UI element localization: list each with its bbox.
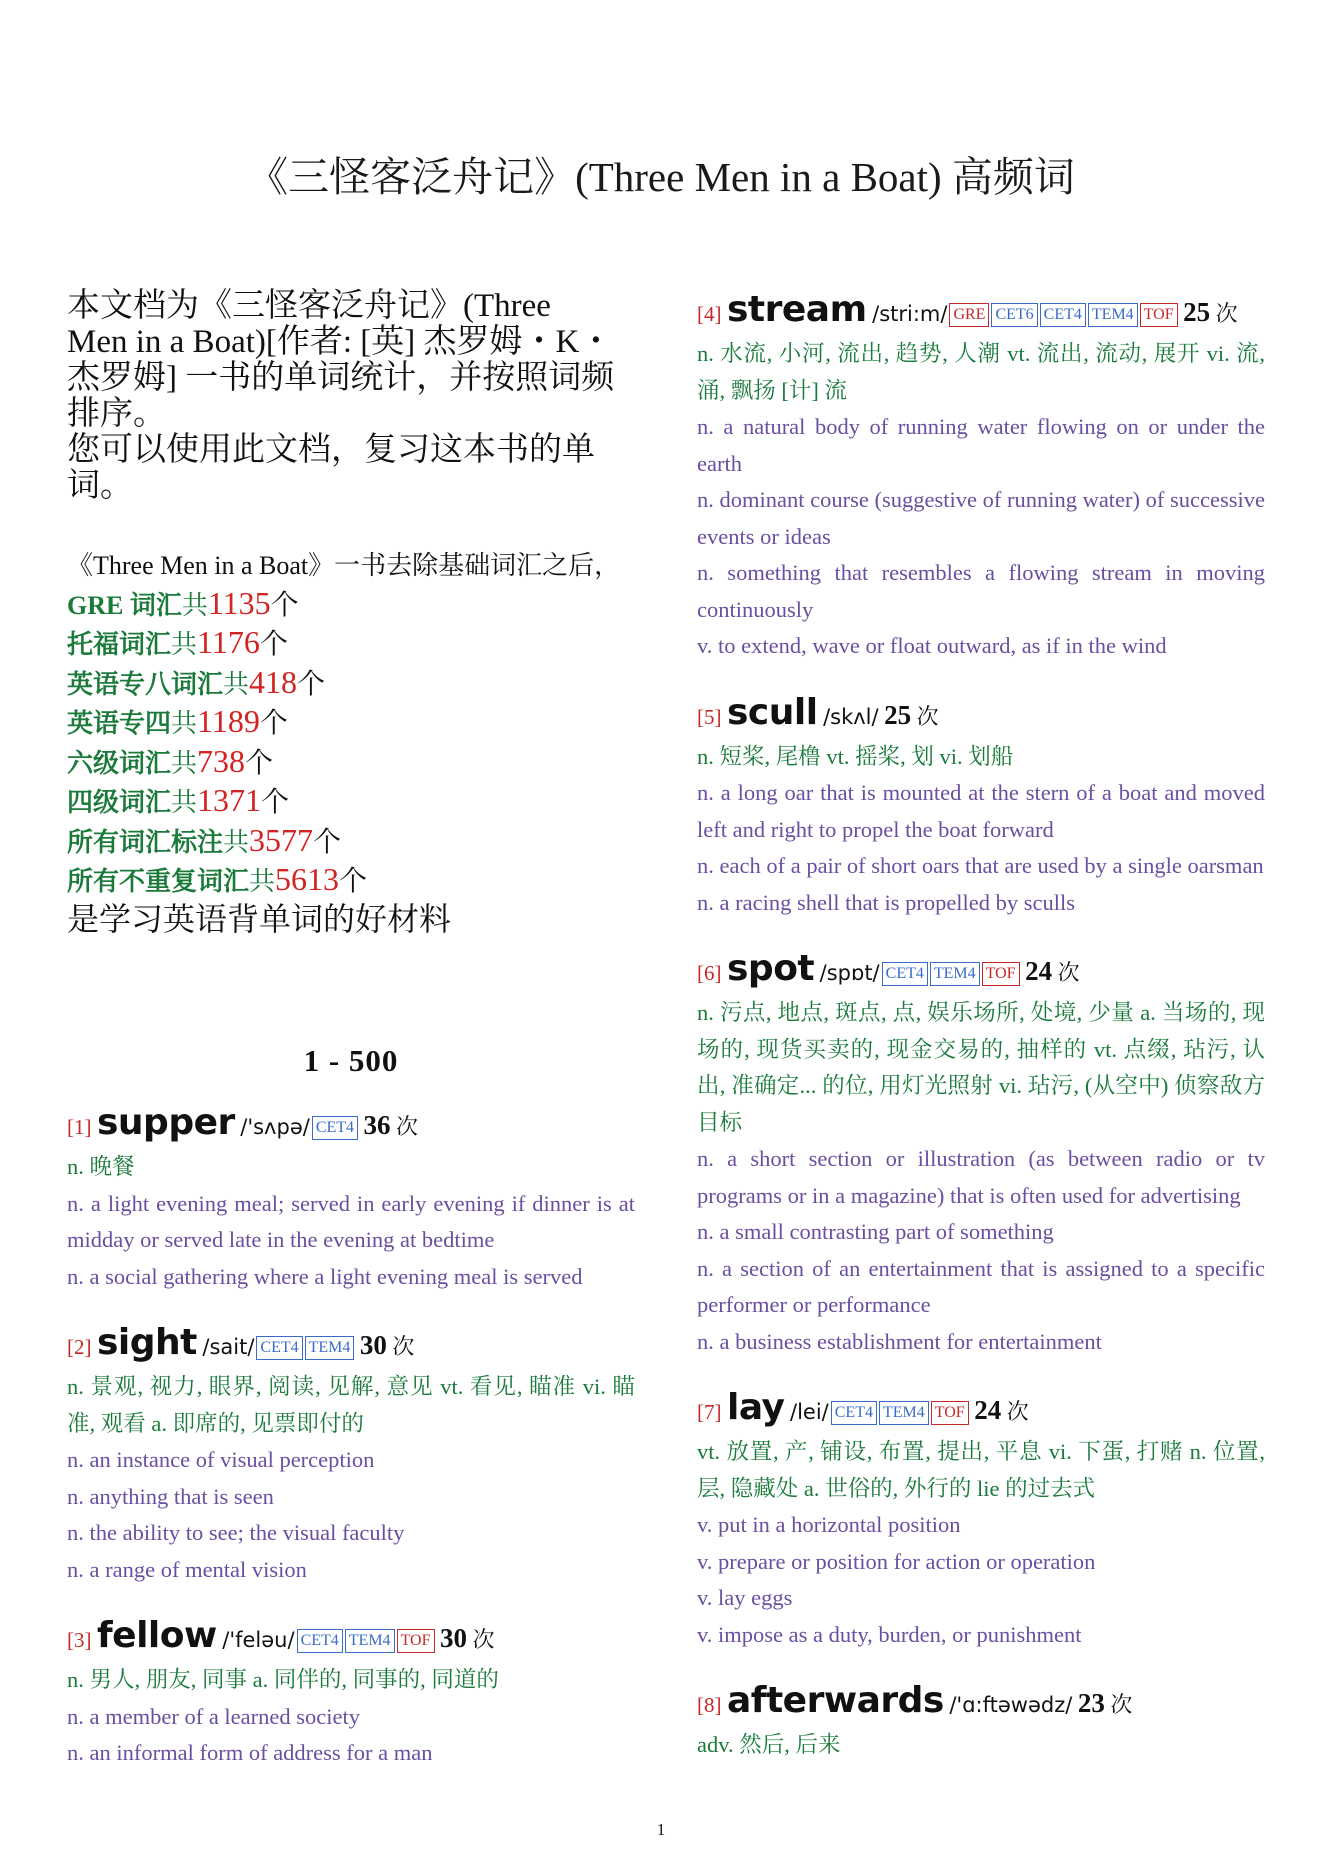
stats-label: 所有不重复词汇 bbox=[67, 867, 250, 896]
stats-number: 418 bbox=[249, 663, 298, 700]
stats-row bbox=[67, 664, 635, 704]
entry-index: [1] bbox=[67, 1115, 92, 1139]
stats-gong: 共 bbox=[249, 867, 276, 896]
entry-times-label: 次 bbox=[396, 1114, 419, 1139]
stats-number: 5613 bbox=[275, 861, 340, 897]
stats-tail: 是学习英语背单词的好材料 bbox=[67, 900, 452, 937]
exam-tag: TOF bbox=[397, 1629, 435, 1653]
entry-times-label: 次 bbox=[1110, 1692, 1133, 1717]
stats-row bbox=[67, 861, 635, 901]
chinese-definition: n. 晚餐 bbox=[67, 1154, 135, 1179]
entry-times-label: 次 bbox=[1006, 1399, 1029, 1424]
stats-number: 3577 bbox=[249, 821, 314, 858]
entry-word: stream bbox=[727, 289, 867, 330]
intro-line: 您可以使用此文档，复习这本书的单 bbox=[67, 432, 595, 468]
entries-left bbox=[67, 1101, 635, 1772]
word-entry bbox=[67, 1101, 635, 1295]
entry-pronunciation: /lei/ bbox=[790, 1400, 829, 1424]
entry-pronunciation: /'feləu/ bbox=[222, 1628, 295, 1652]
page-number: 1 bbox=[656, 1820, 666, 1839]
english-definition: n. the ability to see; the visual faculty bbox=[67, 1520, 405, 1545]
stats-gong: 共 bbox=[171, 788, 198, 817]
chinese-definition: adv. 然后, 后来 bbox=[697, 1732, 841, 1757]
stats-ge: 个 bbox=[259, 629, 288, 660]
entry-times-label: 次 bbox=[1215, 301, 1238, 326]
entry-index: [2] bbox=[67, 1335, 92, 1359]
entry-head bbox=[697, 1386, 1265, 1434]
intro-line: Men in a Boat)[作者: [英] 杰罗姆・K・ bbox=[67, 324, 613, 360]
stats-row bbox=[67, 624, 635, 664]
exam-tag: CET4 bbox=[297, 1629, 343, 1653]
english-definition: n. a small contrasting part of something bbox=[697, 1219, 1054, 1244]
intro-line: 杰罗姆] 一书的单词统计，并按照词频 bbox=[67, 360, 615, 396]
stats-ge: 个 bbox=[313, 826, 342, 858]
stats-label: 六级词汇 bbox=[67, 748, 172, 778]
entry-word: afterwards bbox=[727, 1680, 944, 1721]
entry-times-label: 次 bbox=[472, 1627, 495, 1652]
english-definition: n. a member of a learned society bbox=[67, 1703, 360, 1729]
stats-ge: 个 bbox=[259, 708, 288, 739]
word-entry bbox=[697, 1386, 1265, 1653]
english-definition: v. put in a horizontal position bbox=[697, 1512, 961, 1537]
stats-ge: 个 bbox=[245, 747, 274, 779]
exam-tag: TOF bbox=[982, 962, 1020, 986]
entry-pronunciation: /skʌl/ bbox=[823, 704, 879, 729]
entry-word: sight bbox=[97, 1322, 197, 1363]
exam-tag: GRE bbox=[949, 303, 989, 327]
stats-ge: 个 bbox=[339, 866, 368, 897]
entry-times-label: 次 bbox=[916, 703, 939, 729]
word-entry bbox=[697, 947, 1265, 1360]
word-entry bbox=[697, 1679, 1265, 1764]
exam-tag: CET4 bbox=[882, 962, 928, 986]
entry-count: 24 bbox=[974, 1395, 1002, 1425]
entry-count: 24 bbox=[1025, 956, 1053, 986]
english-definition: n. a section of an entertainment that is assigned to a specific performer or performance bbox=[697, 1255, 1265, 1317]
stats-number: 738 bbox=[197, 742, 246, 779]
english-definition: n. an informal form of address for a man bbox=[67, 1740, 433, 1765]
english-definition: n. a social gathering where a light evening meal is served bbox=[67, 1263, 583, 1289]
chinese-definition: n. 男人, 朋友, 同事 a. 同伴的, 同事的, 同道的 bbox=[67, 1667, 499, 1692]
stats-row bbox=[67, 703, 635, 743]
stats-label: 英语专四 bbox=[67, 709, 172, 738]
stats-number: 1135 bbox=[207, 584, 271, 621]
entry-head bbox=[697, 1679, 1265, 1727]
left-column bbox=[67, 288, 635, 1798]
word-entry bbox=[697, 288, 1265, 665]
stats-label: GRE 词汇 bbox=[67, 590, 182, 620]
english-definition: n. a range of mental vision bbox=[67, 1556, 307, 1582]
entry-head bbox=[697, 288, 1265, 336]
entry-head bbox=[67, 1614, 635, 1662]
exam-tag: CET4 bbox=[256, 1336, 302, 1360]
stats-label: 英语专八词汇 bbox=[67, 669, 224, 699]
entry-index: [3] bbox=[67, 1628, 92, 1652]
stats-rows bbox=[67, 585, 635, 901]
chinese-definition: n. 景观, 视力, 眼界, 阅读, 见解, 意见 vt. 看见, 瞄准 vi. 瞄准, 观看 a. 即席的, 见票即付的 bbox=[67, 1374, 635, 1436]
entry-count: 23 bbox=[1077, 1688, 1105, 1718]
page-title: 《三怪客泛舟记》(Three Men in a Boat) 高频词 bbox=[247, 154, 1075, 200]
exam-tag: TOF bbox=[1140, 303, 1178, 327]
english-definition: n. something that resembles a flowing stream in moving continuously bbox=[697, 560, 1265, 622]
exam-tag: CET4 bbox=[831, 1401, 877, 1425]
word-entry bbox=[697, 691, 1265, 922]
entry-times-label: 次 bbox=[392, 1334, 415, 1359]
entry-count: 36 bbox=[363, 1110, 391, 1140]
english-definition: v. lay eggs bbox=[697, 1585, 793, 1610]
entry-pronunciation: /'sʌpə/ bbox=[240, 1115, 310, 1139]
chinese-definition: vt. 放置, 产, 铺设, 布置, 提出, 平息 vi. 下蛋, 打赌 n. 位置, 层, 隐藏处 a. 世俗的, 外行的 lie 的过去式 bbox=[697, 1439, 1265, 1501]
exam-tag: CET4 bbox=[1040, 303, 1086, 327]
intro-line: 排序。 bbox=[67, 396, 166, 432]
stats-lead: 《Three Men in a Boat》一书去除基础词汇之后， bbox=[67, 551, 621, 580]
stats-gong: 共 bbox=[181, 590, 208, 620]
entry-index: [4] bbox=[697, 302, 722, 326]
entry-index: [7] bbox=[697, 1400, 722, 1424]
english-definition: n. a light evening meal; served in early evening if dinner is at midday or served late in the evening at bedtime bbox=[67, 1190, 635, 1252]
entry-word: scull bbox=[727, 691, 818, 733]
intro-line: 本文档为《三怪客泛舟记》(Three bbox=[67, 288, 551, 324]
exam-tag: TEM4 bbox=[879, 1401, 929, 1425]
entry-word: supper bbox=[97, 1102, 235, 1143]
entry-head bbox=[697, 691, 1265, 739]
stats-row bbox=[67, 585, 635, 625]
english-definition: n. each of a pair of short oars that are used by a single oarsman bbox=[697, 853, 1264, 878]
english-definition: n. a short section or illustration (as between radio or tv programs or in a magazine) that is often used for advertising bbox=[697, 1146, 1265, 1208]
entry-pronunciation: /spɒt/ bbox=[819, 961, 880, 985]
entry-head bbox=[67, 1101, 635, 1149]
entry-count: 30 bbox=[359, 1330, 387, 1360]
word-entry bbox=[67, 1614, 635, 1772]
stats-gong: 共 bbox=[171, 748, 198, 778]
entry-times-label: 次 bbox=[1057, 960, 1080, 985]
english-definition: n. a natural body of running water flowing on or under the earth bbox=[697, 414, 1265, 476]
stats-label: 托福词汇 bbox=[67, 630, 172, 659]
stats-ge: 个 bbox=[297, 668, 326, 700]
exam-tag: TOF bbox=[931, 1401, 969, 1425]
entry-pronunciation: /stri:m/ bbox=[872, 302, 948, 326]
entry-index: [8] bbox=[697, 1693, 722, 1717]
range-heading: 1 - 500 bbox=[303, 1043, 399, 1078]
entry-head bbox=[697, 947, 1265, 995]
stats-gong: 共 bbox=[171, 630, 198, 659]
entry-index: [6] bbox=[697, 961, 722, 985]
stats-gong: 共 bbox=[223, 669, 250, 699]
chinese-definition: n. 短桨, 尾橹 vt. 摇桨, 划 vi. 划船 bbox=[697, 743, 1014, 769]
entry-word: fellow bbox=[97, 1615, 217, 1656]
stats-number: 1371 bbox=[197, 782, 262, 818]
english-definition: v. impose as a duty, burden, or punishment bbox=[697, 1621, 1082, 1647]
exam-tag: CET4 bbox=[312, 1116, 358, 1140]
chinese-definition: n. 水流, 小河, 流出, 趋势, 人潮 vt. 流出, 流动, 展开 vi. 流, 涌, 飘扬 [计] 流 bbox=[697, 341, 1265, 403]
right-column bbox=[697, 288, 1265, 1790]
stats-gong: 共 bbox=[223, 827, 250, 857]
vocab-stats bbox=[67, 548, 635, 937]
entry-word: lay bbox=[727, 1387, 785, 1428]
chinese-definition: n. 污点, 地点, 斑点, 点, 娱乐场所, 处境, 少量 a. 当场的, 现场的, 现货买卖的, 现金交易的, 抽样的 vt. 点缀, 玷污, 认出, 准确定... 的位, 用灯光照射 vi. 玷污, (从空中) 侦察敌方目标 bbox=[697, 1000, 1265, 1135]
entry-head bbox=[67, 1321, 635, 1369]
entry-count: 25 bbox=[1183, 297, 1211, 327]
exam-tag: CET6 bbox=[991, 303, 1037, 327]
entries-right bbox=[697, 288, 1265, 1764]
intro-line: 词。 bbox=[67, 468, 133, 504]
english-definition: n. a business establishment for entertainment bbox=[697, 1328, 1102, 1354]
stats-gong: 共 bbox=[171, 709, 198, 738]
stats-ge: 个 bbox=[270, 589, 299, 621]
stats-number: 1176 bbox=[197, 624, 260, 660]
exam-tag: TEM4 bbox=[305, 1336, 355, 1360]
english-definition: n. anything that is seen bbox=[67, 1483, 274, 1509]
entry-pronunciation: /'ɑ:ftəwədz/ bbox=[949, 1693, 1073, 1717]
stats-row bbox=[67, 822, 635, 862]
intro-paragraph bbox=[67, 288, 635, 504]
english-definition: n. a racing shell that is propelled by sculls bbox=[697, 889, 1076, 915]
english-definition: n. a long oar that is mounted at the stern of a boat and moved left and right to propel the boat forward bbox=[697, 780, 1265, 842]
stats-row bbox=[67, 743, 635, 783]
exam-tag: TEM4 bbox=[345, 1629, 395, 1653]
entry-pronunciation: /sait/ bbox=[202, 1335, 255, 1359]
word-entry bbox=[67, 1321, 635, 1588]
stats-number: 1189 bbox=[197, 703, 260, 739]
entry-count: 25 bbox=[884, 699, 912, 730]
stats-ge: 个 bbox=[261, 787, 290, 818]
stats-row bbox=[67, 782, 635, 822]
stats-label: 四级词汇 bbox=[67, 788, 172, 817]
entry-word: spot bbox=[727, 948, 815, 989]
entry-index: [5] bbox=[697, 704, 722, 729]
exam-tag: TEM4 bbox=[930, 962, 980, 986]
stats-label: 所有词汇标注 bbox=[67, 827, 224, 857]
english-definition: v. prepare or position for action or operation bbox=[697, 1548, 1096, 1574]
english-definition: v. to extend, wave or float outward, as if in the wind bbox=[697, 633, 1167, 658]
exam-tag: TEM4 bbox=[1088, 303, 1138, 327]
english-definition: n. dominant course (suggestive of running water) of successive events or ideas bbox=[697, 487, 1265, 549]
english-definition: n. an instance of visual perception bbox=[67, 1447, 375, 1472]
entry-count: 30 bbox=[440, 1623, 467, 1653]
